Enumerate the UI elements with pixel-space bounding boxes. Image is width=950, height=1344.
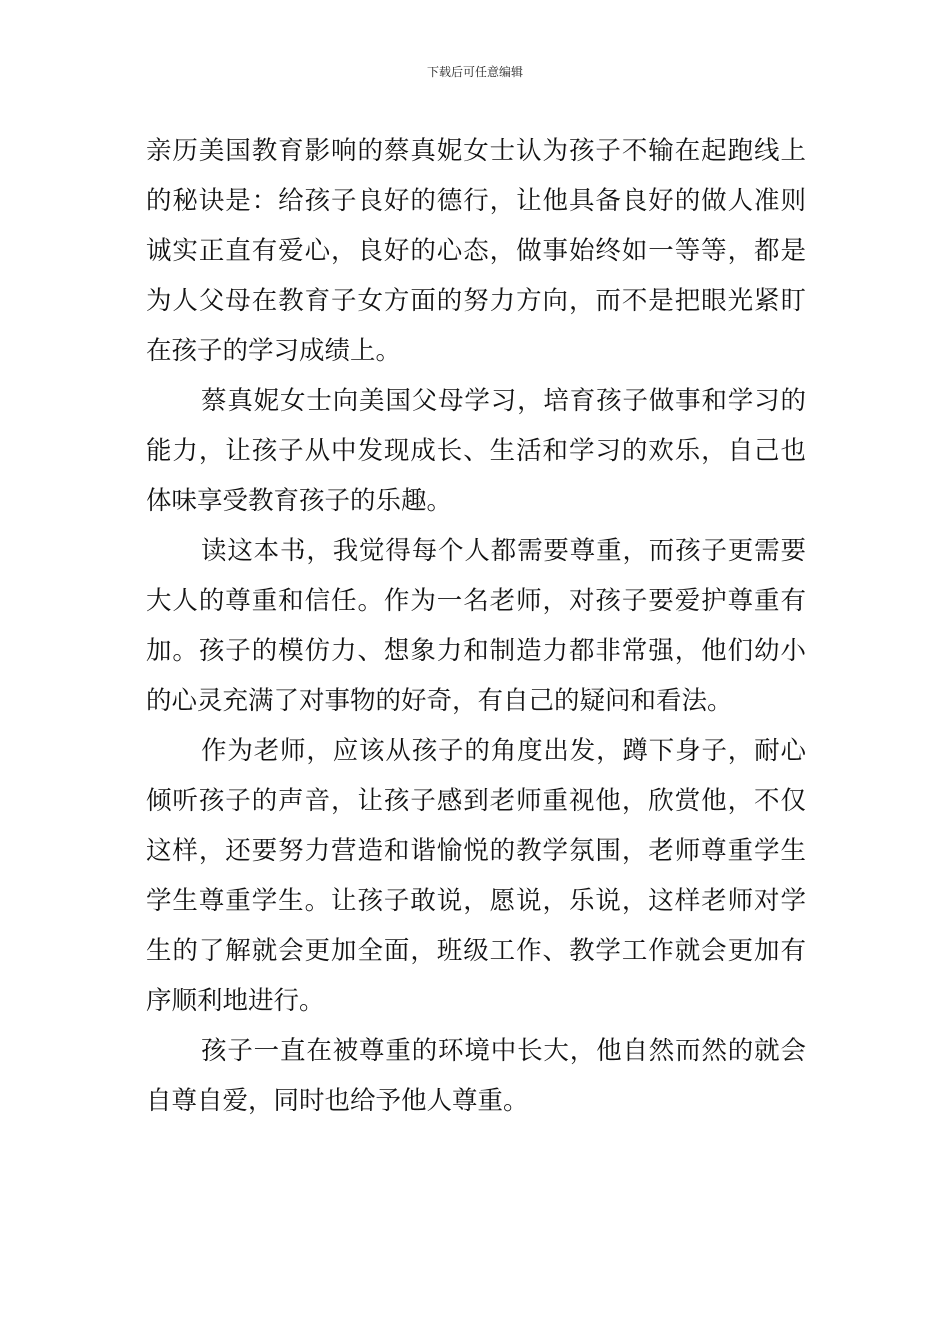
text-line: 学生尊重学生。让孩子敢说，愿说，乐说，这样老师对学 bbox=[146, 886, 806, 916]
text-line: 的秘诀是：给孩子良好的德行，让他具备良好的做人准则 bbox=[146, 186, 806, 216]
text-line: 读这本书，我觉得每个人都需要尊重，而孩子更需要 bbox=[201, 536, 806, 566]
text-line: 倾听孩子的声音，让孩子感到老师重视他，欣赏他，不仅 bbox=[146, 786, 806, 816]
text-line: 这样，还要努力营造和谐愉悦的教学氛围，老师尊重学生 bbox=[146, 836, 806, 866]
header-note: 下载后可任意编辑 bbox=[426, 65, 523, 79]
text-line: 序顺利地进行。 bbox=[146, 986, 325, 1016]
text-line: 加。孩子的模仿力、想象力和制造力都非常强，他们幼小 bbox=[146, 636, 806, 666]
text-line: 的心灵充满了对事物的好奇，有自己的疑问和看法。 bbox=[146, 686, 733, 716]
document-body bbox=[146, 126, 806, 1126]
text-line: 作为老师，应该从孩子的角度出发，蹲下身子，耐心 bbox=[201, 736, 806, 766]
text-line: 在孩子的学习成绩上。 bbox=[146, 336, 402, 366]
text-line: 诚实正直有爱心，良好的心态，做事始终如一等等，都是 bbox=[146, 236, 806, 266]
text-line: 自尊自爱，同时也给予他人尊重。 bbox=[146, 1086, 529, 1116]
text-line: 体味享受教育孩子的乐趣。 bbox=[146, 486, 453, 516]
text-line: 孩子一直在被尊重的环境中长大，他自然而然的就会 bbox=[201, 1036, 806, 1066]
text-line: 蔡真妮女士向美国父母学习，培育孩子做事和学习的 bbox=[201, 386, 806, 416]
text-line: 亲历美国教育影响的蔡真妮女士认为孩子不输在起跑线上 bbox=[146, 136, 806, 166]
text-line: 生的了解就会更加全面，班级工作、教学工作就会更加有 bbox=[146, 936, 806, 966]
text-line: 大人的尊重和信任。作为一名老师，对孩子要爱护尊重有 bbox=[146, 586, 806, 616]
text-line: 能力，让孩子从中发现成长、生活和学习的欢乐，自己也 bbox=[146, 436, 806, 466]
text-line: 为人父母在教育子女方面的努力方向，而不是把眼光紧盯 bbox=[146, 286, 806, 316]
